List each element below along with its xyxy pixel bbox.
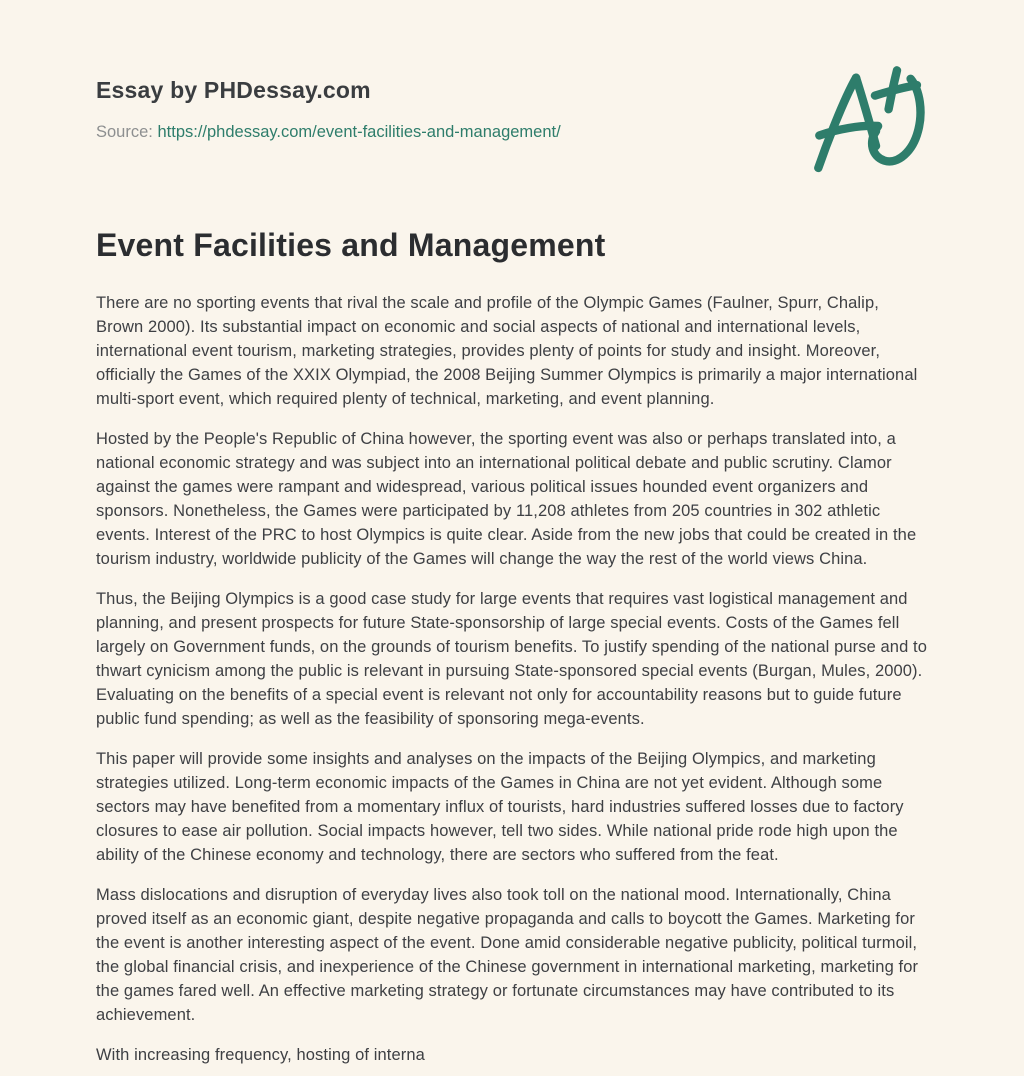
source-label: Source: xyxy=(96,123,153,141)
essay-paragraph: There are no sporting events that rival the scale and profile of the Olympic Games (Faulner, Spurr, Chalip, Brown 2000). Its substantial impact on economic and social aspects of national and international levels, international event tourism, marketing strategies, provides plenty of points for study and insight. Moreover, officially the Games of the XXIX Olympiad, the 2008 Beijing Summer Olympics is primarily a major international multi-sport event, which required plenty of technical, marketing, and event planning. xyxy=(96,294,918,408)
page-header xyxy=(96,76,928,143)
essay-paragraph-partial: With increasing frequency, hosting of interna xyxy=(96,1046,425,1064)
essay-paragraph: Mass dislocations and disruption of everyday lives also took toll on the national mood. Internationally, China proved itself as an economic giant, despite negative propaganda and calls to boycott the Games. Marketing for the event is another interesting aspect of the event. Done amid considerable negative publicity, political turmoil, the global financial crisis, and inexperience of the Chinese government in international marketing, marketing for the games fared well. An effective marketing strategy or fortunate circumstances may have contributed to its achievement. xyxy=(96,886,919,1024)
essay-paragraph: This paper will provide some insights and analyses on the impacts of the Beijing Olympics, and marketing strategies utilized. Long-term economic impacts of the Games in China are not yet evident. Although some sectors may have benefited from a momentary influx of tourists, hard industries suffered losses due to factory closures to ease air pollution. Social impacts however, tell two sides. While national pride rode high upon the ability of the Chinese economy and technology, there are sectors who suffered from the feat. xyxy=(96,750,904,864)
essay-paragraph: Hosted by the People's Republic of China however, the sporting event was also or perhaps translated into, a national economic strategy and was subject into an international political debate and public scrutiny. Clamor against the games were rampant and widespread, various political issues hounded event organizers and sponsors. Nonetheless, the Games were participated by 11,208 athletes from 205 countries in 302 athletic events. Interest of the PRC to host Olympics is quite clear. Aside from the new jobs that could be created in the tourism industry, worldwide publicity of the Games will change the way the rest of the world views China. xyxy=(96,430,917,568)
source-link[interactable]: https://phdessay.com/event-facilities-and-management/ xyxy=(157,123,561,141)
source-line xyxy=(96,121,928,143)
brand-heading: Essay by PHDessay.com xyxy=(96,77,371,103)
essay-body xyxy=(96,291,928,1067)
essay-title: Event Facilities and Management xyxy=(96,227,606,263)
essay-paragraph: Thus, the Beijing Olympics is a good case study for large events that requires vast logistical management and planning, and present prospects for future State-sponsorship of large special events. Costs of the Games fell largely on Government funds, on the grounds of tourism benefits. To justify spending of the national purse and to thwart cynicism among the public is relevant in pursuing State-sponsored special events (Burgan, Mules, 2000). Evaluating on the benefits of a special event is relevant not only for accountability reasons but to guide future public fund spending; as well as the feasibility of sponsoring mega-events. xyxy=(96,590,927,728)
aplus-logo-icon xyxy=(806,62,946,190)
